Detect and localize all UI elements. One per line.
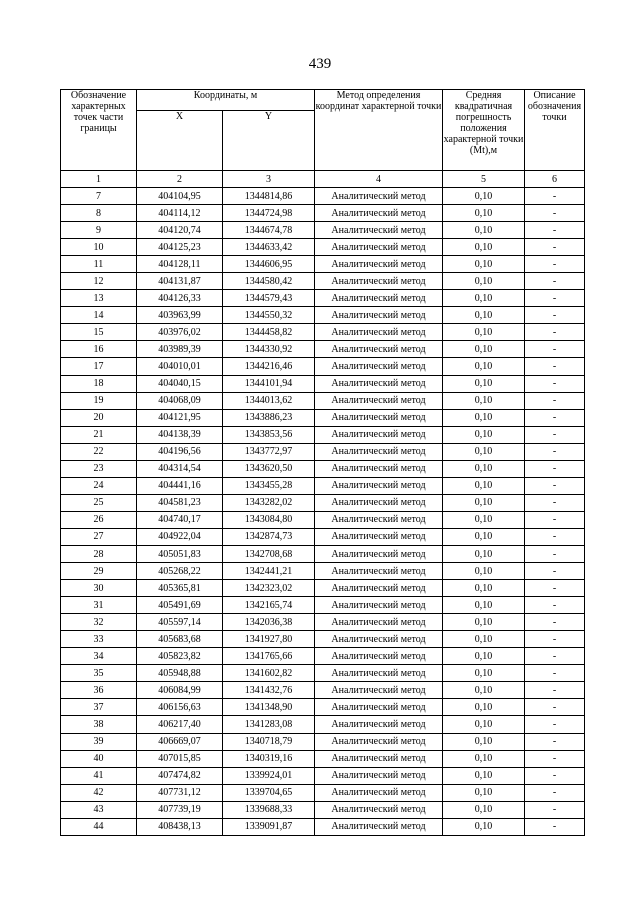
method-cell: Аналитический метод bbox=[315, 511, 443, 528]
method-cell: Аналитический метод bbox=[315, 307, 443, 324]
point-number-cell: 19 bbox=[61, 392, 137, 409]
page-number: 439 bbox=[308, 56, 332, 72]
point-description-cell: - bbox=[525, 477, 585, 494]
point-number-cell: 23 bbox=[61, 460, 137, 477]
table-row bbox=[61, 239, 585, 256]
mean-square-error-cell: 0,10 bbox=[443, 443, 525, 460]
x-coordinate-cell: 404068,09 bbox=[137, 392, 223, 409]
table-row bbox=[61, 699, 585, 716]
method-cell: Аналитический метод bbox=[315, 580, 443, 597]
y-coordinate-cell: 1339688,33 bbox=[223, 801, 315, 818]
point-description-cell: - bbox=[525, 307, 585, 324]
column-number: 5 bbox=[443, 171, 525, 188]
method-cell: Аналитический метод bbox=[315, 341, 443, 358]
point-number-cell: 22 bbox=[61, 443, 137, 460]
point-description-cell: - bbox=[525, 648, 585, 665]
mean-square-error-cell: 0,10 bbox=[443, 494, 525, 511]
y-coordinate-cell: 1343282,02 bbox=[223, 494, 315, 511]
x-coordinate-cell: 404138,39 bbox=[137, 426, 223, 443]
point-number-cell: 17 bbox=[61, 358, 137, 375]
table-row bbox=[61, 392, 585, 409]
x-coordinate-cell: 404010,01 bbox=[137, 358, 223, 375]
method-cell: Аналитический метод bbox=[315, 392, 443, 409]
point-number-cell: 34 bbox=[61, 648, 137, 665]
column-number: 3 bbox=[223, 171, 315, 188]
table-row bbox=[61, 631, 585, 648]
table-row bbox=[61, 290, 585, 307]
table-row bbox=[61, 307, 585, 324]
point-number-cell: 40 bbox=[61, 750, 137, 767]
point-number-cell: 12 bbox=[61, 273, 137, 290]
mean-square-error-cell: 0,10 bbox=[443, 273, 525, 290]
x-coordinate-cell: 405268,22 bbox=[137, 563, 223, 580]
x-coordinate-cell: 405823,82 bbox=[137, 648, 223, 665]
x-coordinate-cell: 407731,12 bbox=[137, 784, 223, 801]
table-row bbox=[61, 443, 585, 460]
mean-square-error-cell: 0,10 bbox=[443, 409, 525, 426]
y-coordinate-cell: 1343886,23 bbox=[223, 409, 315, 426]
x-coordinate-cell: 406156,63 bbox=[137, 699, 223, 716]
point-number-cell: 41 bbox=[61, 767, 137, 784]
point-description-cell: - bbox=[525, 767, 585, 784]
y-coordinate-cell: 1344579,43 bbox=[223, 290, 315, 307]
mean-square-error-cell: 0,10 bbox=[443, 682, 525, 699]
point-description-cell: - bbox=[525, 699, 585, 716]
x-coordinate-cell: 408438,13 bbox=[137, 818, 223, 835]
point-description-cell: - bbox=[525, 818, 585, 835]
method-cell: Аналитический метод bbox=[315, 443, 443, 460]
mean-square-error-cell: 0,10 bbox=[443, 290, 525, 307]
point-description-cell: - bbox=[525, 375, 585, 392]
y-coordinate-cell: 1344216,46 bbox=[223, 358, 315, 375]
y-coordinate-cell: 1340718,79 bbox=[223, 733, 315, 750]
point-number-cell: 37 bbox=[61, 699, 137, 716]
x-coordinate-cell: 404114,12 bbox=[137, 205, 223, 222]
point-number-cell: 25 bbox=[61, 494, 137, 511]
point-number-cell: 14 bbox=[61, 307, 137, 324]
point-number-cell: 16 bbox=[61, 341, 137, 358]
method-cell: Аналитический метод bbox=[315, 682, 443, 699]
point-description-cell: - bbox=[525, 682, 585, 699]
y-coordinate-cell: 1344330,92 bbox=[223, 341, 315, 358]
point-description-cell: - bbox=[525, 597, 585, 614]
header-mean-square-error: Средняя квадратичная погрешность положения характерной точки (Mt),м bbox=[443, 90, 525, 171]
table-row bbox=[61, 528, 585, 545]
x-coordinate-cell: 404121,95 bbox=[137, 409, 223, 426]
y-coordinate-cell: 1343772,97 bbox=[223, 443, 315, 460]
point-number-cell: 38 bbox=[61, 716, 137, 733]
y-coordinate-cell: 1342441,21 bbox=[223, 563, 315, 580]
x-coordinate-cell: 404126,33 bbox=[137, 290, 223, 307]
y-coordinate-cell: 1344633,42 bbox=[223, 239, 315, 256]
mean-square-error-cell: 0,10 bbox=[443, 375, 525, 392]
mean-square-error-cell: 0,10 bbox=[443, 341, 525, 358]
table-row bbox=[61, 188, 585, 205]
y-coordinate-cell: 1344458,82 bbox=[223, 324, 315, 341]
mean-square-error-cell: 0,10 bbox=[443, 563, 525, 580]
point-number-cell: 26 bbox=[61, 511, 137, 528]
method-cell: Аналитический метод bbox=[315, 648, 443, 665]
mean-square-error-cell: 0,10 bbox=[443, 648, 525, 665]
y-coordinate-cell: 1342708,68 bbox=[223, 545, 315, 562]
point-description-cell: - bbox=[525, 665, 585, 682]
mean-square-error-cell: 0,10 bbox=[443, 716, 525, 733]
method-cell: Аналитический метод bbox=[315, 597, 443, 614]
header-coordinates: Координаты, м bbox=[137, 90, 315, 111]
method-cell: Аналитический метод bbox=[315, 494, 443, 511]
x-coordinate-cell: 405683,68 bbox=[137, 631, 223, 648]
table-row bbox=[61, 460, 585, 477]
y-coordinate-cell: 1341283,08 bbox=[223, 716, 315, 733]
table-row bbox=[61, 665, 585, 682]
y-coordinate-cell: 1339091,87 bbox=[223, 818, 315, 835]
point-number-cell: 27 bbox=[61, 528, 137, 545]
point-number-cell: 13 bbox=[61, 290, 137, 307]
y-coordinate-cell: 1341927,80 bbox=[223, 631, 315, 648]
mean-square-error-cell: 0,10 bbox=[443, 392, 525, 409]
method-cell: Аналитический метод bbox=[315, 801, 443, 818]
point-description-cell: - bbox=[525, 716, 585, 733]
method-cell: Аналитический метод bbox=[315, 614, 443, 631]
point-description-cell: - bbox=[525, 188, 585, 205]
mean-square-error-cell: 0,10 bbox=[443, 818, 525, 835]
header-description: Описание обозначения точки bbox=[525, 90, 585, 171]
table-row bbox=[61, 648, 585, 665]
table-row bbox=[61, 273, 585, 290]
header-y: Y bbox=[223, 111, 315, 171]
x-coordinate-cell: 407739,19 bbox=[137, 801, 223, 818]
column-number: 4 bbox=[315, 171, 443, 188]
point-description-cell: - bbox=[525, 443, 585, 460]
x-coordinate-cell: 403976,02 bbox=[137, 324, 223, 341]
x-coordinate-cell: 403989,39 bbox=[137, 341, 223, 358]
point-number-cell: 31 bbox=[61, 597, 137, 614]
x-coordinate-cell: 404581,23 bbox=[137, 494, 223, 511]
x-coordinate-cell: 404125,23 bbox=[137, 239, 223, 256]
mean-square-error-cell: 0,10 bbox=[443, 205, 525, 222]
point-description-cell: - bbox=[525, 290, 585, 307]
point-description-cell: - bbox=[525, 631, 585, 648]
table-row bbox=[61, 256, 585, 273]
table-row bbox=[61, 375, 585, 392]
method-cell: Аналитический метод bbox=[315, 784, 443, 801]
y-coordinate-cell: 1344814,86 bbox=[223, 188, 315, 205]
point-number-cell: 8 bbox=[61, 205, 137, 222]
mean-square-error-cell: 0,10 bbox=[443, 460, 525, 477]
y-coordinate-cell: 1341348,90 bbox=[223, 699, 315, 716]
method-cell: Аналитический метод bbox=[315, 375, 443, 392]
mean-square-error-cell: 0,10 bbox=[443, 239, 525, 256]
table-row bbox=[61, 477, 585, 494]
method-cell: Аналитический метод bbox=[315, 256, 443, 273]
point-description-cell: - bbox=[525, 614, 585, 631]
y-coordinate-cell: 1343853,56 bbox=[223, 426, 315, 443]
y-coordinate-cell: 1343620,50 bbox=[223, 460, 315, 477]
point-description-cell: - bbox=[525, 750, 585, 767]
x-coordinate-cell: 404314,54 bbox=[137, 460, 223, 477]
mean-square-error-cell: 0,10 bbox=[443, 222, 525, 239]
point-number-cell: 32 bbox=[61, 614, 137, 631]
point-description-cell: - bbox=[525, 205, 585, 222]
y-coordinate-cell: 1339704,65 bbox=[223, 784, 315, 801]
point-number-cell: 15 bbox=[61, 324, 137, 341]
table-body bbox=[61, 188, 585, 836]
method-cell: Аналитический метод bbox=[315, 358, 443, 375]
table-row bbox=[61, 222, 585, 239]
point-number-cell: 30 bbox=[61, 580, 137, 597]
x-coordinate-cell: 405491,69 bbox=[137, 597, 223, 614]
method-cell: Аналитический метод bbox=[315, 750, 443, 767]
point-description-cell: - bbox=[525, 528, 585, 545]
point-description-cell: - bbox=[525, 460, 585, 477]
table-row bbox=[61, 341, 585, 358]
x-coordinate-cell: 405948,88 bbox=[137, 665, 223, 682]
point-description-cell: - bbox=[525, 222, 585, 239]
y-coordinate-cell: 1342036,38 bbox=[223, 614, 315, 631]
method-cell: Аналитический метод bbox=[315, 205, 443, 222]
point-description-cell: - bbox=[525, 409, 585, 426]
mean-square-error-cell: 0,10 bbox=[443, 324, 525, 341]
point-number-cell: 36 bbox=[61, 682, 137, 699]
method-cell: Аналитический метод bbox=[315, 631, 443, 648]
mean-square-error-cell: 0,10 bbox=[443, 256, 525, 273]
point-description-cell: - bbox=[525, 494, 585, 511]
mean-square-error-cell: 0,10 bbox=[443, 784, 525, 801]
point-number-cell: 20 bbox=[61, 409, 137, 426]
table-row bbox=[61, 682, 585, 699]
point-description-cell: - bbox=[525, 545, 585, 562]
point-number-cell: 21 bbox=[61, 426, 137, 443]
x-coordinate-cell: 404740,17 bbox=[137, 511, 223, 528]
x-coordinate-cell: 404131,87 bbox=[137, 273, 223, 290]
mean-square-error-cell: 0,10 bbox=[443, 358, 525, 375]
coordinates-table bbox=[60, 89, 585, 836]
table-row bbox=[61, 580, 585, 597]
x-coordinate-cell: 406084,99 bbox=[137, 682, 223, 699]
point-number-cell: 33 bbox=[61, 631, 137, 648]
y-coordinate-cell: 1341602,82 bbox=[223, 665, 315, 682]
point-description-cell: - bbox=[525, 426, 585, 443]
table-row bbox=[61, 750, 585, 767]
table-row bbox=[61, 494, 585, 511]
y-coordinate-cell: 1342874,73 bbox=[223, 528, 315, 545]
y-coordinate-cell: 1344724,98 bbox=[223, 205, 315, 222]
column-number: 6 bbox=[525, 171, 585, 188]
y-coordinate-cell: 1344580,42 bbox=[223, 273, 315, 290]
y-coordinate-cell: 1340319,16 bbox=[223, 750, 315, 767]
point-number-cell: 43 bbox=[61, 801, 137, 818]
point-description-cell: - bbox=[525, 511, 585, 528]
table-row bbox=[61, 205, 585, 222]
mean-square-error-cell: 0,10 bbox=[443, 631, 525, 648]
y-coordinate-cell: 1344550,32 bbox=[223, 307, 315, 324]
method-cell: Аналитический метод bbox=[315, 665, 443, 682]
mean-square-error-cell: 0,10 bbox=[443, 614, 525, 631]
x-coordinate-cell: 403963,99 bbox=[137, 307, 223, 324]
x-coordinate-cell: 404441,16 bbox=[137, 477, 223, 494]
x-coordinate-cell: 406669,07 bbox=[137, 733, 223, 750]
y-coordinate-cell: 1341432,76 bbox=[223, 682, 315, 699]
point-description-cell: - bbox=[525, 256, 585, 273]
mean-square-error-cell: 0,10 bbox=[443, 750, 525, 767]
point-description-cell: - bbox=[525, 239, 585, 256]
point-description-cell: - bbox=[525, 273, 585, 290]
mean-square-error-cell: 0,10 bbox=[443, 188, 525, 205]
column-number: 1 bbox=[61, 171, 137, 188]
table-row bbox=[61, 614, 585, 631]
x-coordinate-cell: 404104,95 bbox=[137, 188, 223, 205]
table-row bbox=[61, 784, 585, 801]
column-number: 2 bbox=[137, 171, 223, 188]
y-coordinate-cell: 1344013,62 bbox=[223, 392, 315, 409]
x-coordinate-cell: 405051,83 bbox=[137, 545, 223, 562]
header-point-designation: Обозначение характерных точек части границы bbox=[61, 90, 137, 171]
table-row bbox=[61, 716, 585, 733]
point-number-cell: 18 bbox=[61, 375, 137, 392]
table-row bbox=[61, 511, 585, 528]
mean-square-error-cell: 0,10 bbox=[443, 597, 525, 614]
table-row bbox=[61, 563, 585, 580]
y-coordinate-cell: 1343455,28 bbox=[223, 477, 315, 494]
point-description-cell: - bbox=[525, 358, 585, 375]
table-row bbox=[61, 818, 585, 835]
point-number-cell: 39 bbox=[61, 733, 137, 750]
point-number-cell: 29 bbox=[61, 563, 137, 580]
mean-square-error-cell: 0,10 bbox=[443, 511, 525, 528]
table-row bbox=[61, 358, 585, 375]
y-coordinate-cell: 1342165,74 bbox=[223, 597, 315, 614]
point-description-cell: - bbox=[525, 784, 585, 801]
method-cell: Аналитический метод bbox=[315, 733, 443, 750]
point-description-cell: - bbox=[525, 341, 585, 358]
x-coordinate-cell: 407474,82 bbox=[137, 767, 223, 784]
table-row bbox=[61, 597, 585, 614]
method-cell: Аналитический метод bbox=[315, 409, 443, 426]
x-coordinate-cell: 405597,14 bbox=[137, 614, 223, 631]
mean-square-error-cell: 0,10 bbox=[443, 665, 525, 682]
mean-square-error-cell: 0,10 bbox=[443, 580, 525, 597]
x-coordinate-cell: 404128,11 bbox=[137, 256, 223, 273]
table-row bbox=[61, 426, 585, 443]
method-cell: Аналитический метод bbox=[315, 324, 443, 341]
x-coordinate-cell: 404120,74 bbox=[137, 222, 223, 239]
point-description-cell: - bbox=[525, 733, 585, 750]
method-cell: Аналитический метод bbox=[315, 477, 443, 494]
point-description-cell: - bbox=[525, 324, 585, 341]
point-number-cell: 24 bbox=[61, 477, 137, 494]
x-coordinate-cell: 407015,85 bbox=[137, 750, 223, 767]
point-number-cell: 28 bbox=[61, 545, 137, 562]
y-coordinate-cell: 1341765,66 bbox=[223, 648, 315, 665]
point-number-cell: 44 bbox=[61, 818, 137, 835]
y-coordinate-cell: 1344101,94 bbox=[223, 375, 315, 392]
table-row bbox=[61, 324, 585, 341]
mean-square-error-cell: 0,10 bbox=[443, 733, 525, 750]
method-cell: Аналитический метод bbox=[315, 545, 443, 562]
point-description-cell: - bbox=[525, 580, 585, 597]
x-coordinate-cell: 404040,15 bbox=[137, 375, 223, 392]
method-cell: Аналитический метод bbox=[315, 563, 443, 580]
y-coordinate-cell: 1343084,80 bbox=[223, 511, 315, 528]
mean-square-error-cell: 0,10 bbox=[443, 426, 525, 443]
point-number-cell: 10 bbox=[61, 239, 137, 256]
table-row bbox=[61, 409, 585, 426]
method-cell: Аналитический метод bbox=[315, 290, 443, 307]
table-row bbox=[61, 733, 585, 750]
y-coordinate-cell: 1339924,01 bbox=[223, 767, 315, 784]
header-method: Метод определения координат характерной точки bbox=[315, 90, 443, 171]
method-cell: Аналитический метод bbox=[315, 222, 443, 239]
header-x: X bbox=[137, 111, 223, 171]
point-number-cell: 9 bbox=[61, 222, 137, 239]
method-cell: Аналитический метод bbox=[315, 426, 443, 443]
mean-square-error-cell: 0,10 bbox=[443, 528, 525, 545]
y-coordinate-cell: 1344606,95 bbox=[223, 256, 315, 273]
method-cell: Аналитический метод bbox=[315, 699, 443, 716]
method-cell: Аналитический метод bbox=[315, 767, 443, 784]
table-row bbox=[61, 767, 585, 784]
table-row bbox=[61, 545, 585, 562]
mean-square-error-cell: 0,10 bbox=[443, 545, 525, 562]
x-coordinate-cell: 404196,56 bbox=[137, 443, 223, 460]
mean-square-error-cell: 0,10 bbox=[443, 307, 525, 324]
method-cell: Аналитический метод bbox=[315, 188, 443, 205]
point-number-cell: 42 bbox=[61, 784, 137, 801]
x-coordinate-cell: 404922,04 bbox=[137, 528, 223, 545]
x-coordinate-cell: 406217,40 bbox=[137, 716, 223, 733]
point-description-cell: - bbox=[525, 801, 585, 818]
method-cell: Аналитический метод bbox=[315, 460, 443, 477]
column-number-row bbox=[61, 171, 585, 188]
method-cell: Аналитический метод bbox=[315, 239, 443, 256]
method-cell: Аналитический метод bbox=[315, 273, 443, 290]
point-number-cell: 7 bbox=[61, 188, 137, 205]
x-coordinate-cell: 405365,81 bbox=[137, 580, 223, 597]
mean-square-error-cell: 0,10 bbox=[443, 801, 525, 818]
table-row bbox=[61, 801, 585, 818]
mean-square-error-cell: 0,10 bbox=[443, 699, 525, 716]
point-number-cell: 35 bbox=[61, 665, 137, 682]
mean-square-error-cell: 0,10 bbox=[443, 767, 525, 784]
y-coordinate-cell: 1344674,78 bbox=[223, 222, 315, 239]
method-cell: Аналитический метод bbox=[315, 818, 443, 835]
point-number-cell: 11 bbox=[61, 256, 137, 273]
y-coordinate-cell: 1342323,02 bbox=[223, 580, 315, 597]
mean-square-error-cell: 0,10 bbox=[443, 477, 525, 494]
method-cell: Аналитический метод bbox=[315, 528, 443, 545]
point-description-cell: - bbox=[525, 563, 585, 580]
method-cell: Аналитический метод bbox=[315, 716, 443, 733]
point-description-cell: - bbox=[525, 392, 585, 409]
